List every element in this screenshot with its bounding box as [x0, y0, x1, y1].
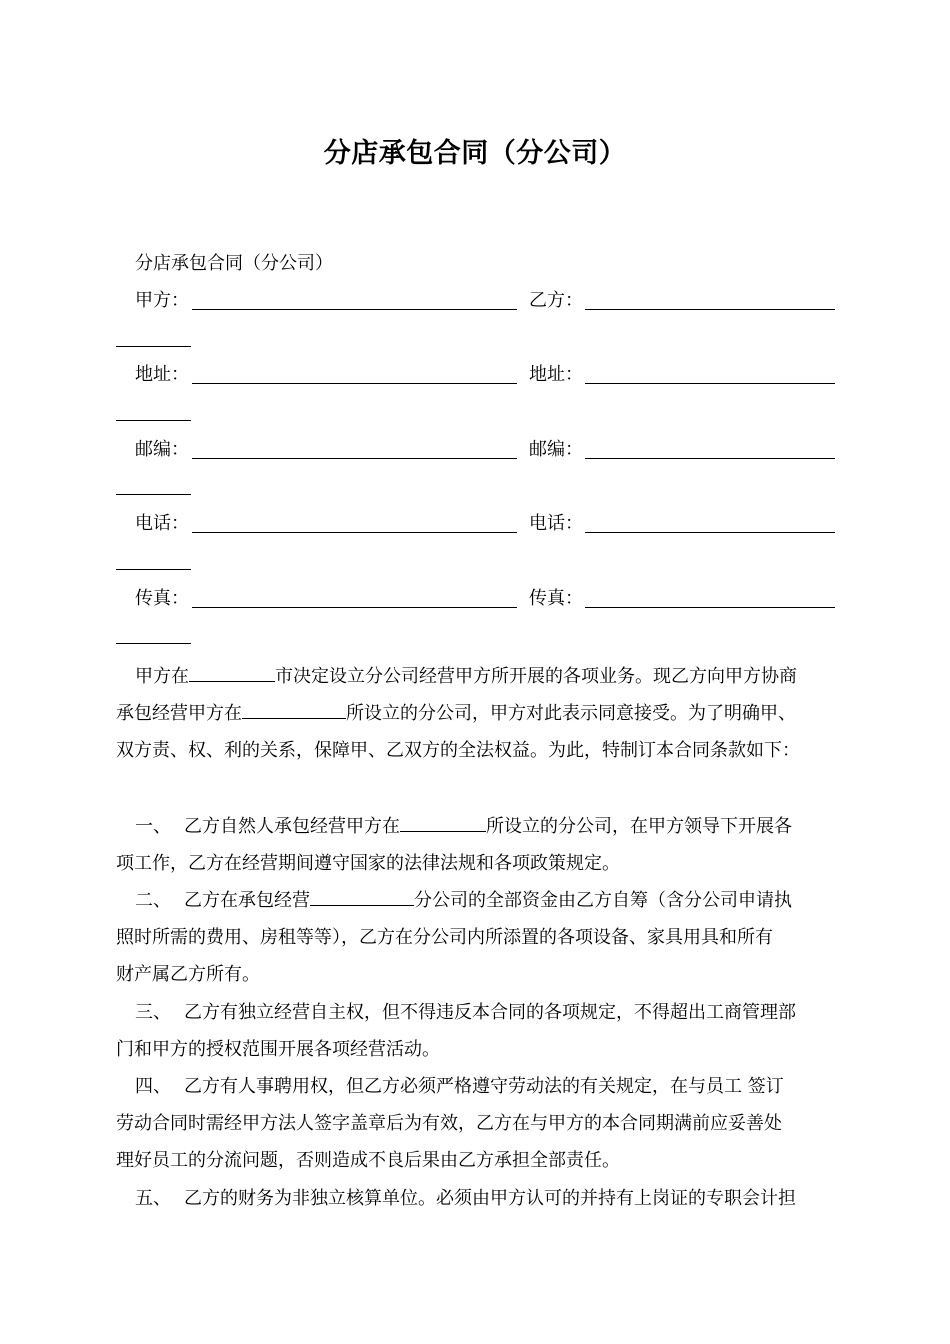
field-label-postcode-b: 邮编： — [529, 439, 583, 460]
clause-number: 二、 — [135, 890, 171, 911]
field-label-postcode-a: 邮编： — [135, 439, 189, 460]
clause-number: 三、 — [135, 1002, 171, 1023]
field-label-party-a: 甲方： — [135, 290, 189, 311]
intro-line: 甲方在 市决定设立分公司经营甲方所开展的各项业务。现乙方向甲方协商 — [135, 666, 797, 687]
field-label-address-a: 地址： — [135, 364, 189, 385]
clause-line: 门和甲方的授权范围开展各项经营活动。 — [116, 1039, 440, 1060]
fill-in-blank[interactable] — [310, 889, 414, 906]
fill-in-blank[interactable] — [585, 383, 835, 384]
intro-line: 承包经营甲方在 所设立的分公司，甲方对此表示同意接受。为了明确甲、 — [116, 703, 796, 724]
fill-in-blank[interactable] — [192, 309, 517, 310]
clause-line: 财产属乙方所有。 — [116, 964, 260, 985]
fill-in-blank[interactable] — [585, 607, 835, 608]
fill-in-blank[interactable] — [192, 532, 517, 533]
fill-in-blank-continuation[interactable] — [116, 346, 191, 347]
fill-in-blank-continuation[interactable] — [116, 420, 191, 421]
fill-in-blank-continuation[interactable] — [116, 643, 191, 644]
clause-line: 乙方在承包经营 分公司的全部资金由乙方自筹（含分公司申请执 — [184, 890, 792, 911]
field-label-party-b: 乙方： — [529, 290, 583, 311]
clause-line: 乙方自然人承包经营甲方在 所设立的分公司，在甲方领导下开展各 — [184, 816, 792, 837]
fill-in-blank[interactable] — [192, 607, 517, 608]
clause-line: 劳动合同时需经甲方法人签字盖章后为有效，乙方在与甲方的本合同期满前应妥善处 — [116, 1113, 782, 1134]
fill-in-blank[interactable] — [585, 458, 835, 459]
field-label-phone-b: 电话： — [529, 513, 583, 534]
clause-number: 四、 — [135, 1076, 171, 1097]
field-label-fax-a: 传真： — [135, 588, 189, 609]
document-subtitle: 分店承包合同（分公司） — [135, 253, 333, 274]
fill-in-blank-continuation[interactable] — [116, 494, 191, 495]
fill-in-blank[interactable] — [585, 532, 835, 533]
clause-line: 乙方有独立经营自主权，但不得违反本合同的各项规定，不得超出工商管理部 — [184, 1002, 796, 1023]
clause-number: 一、 — [135, 816, 171, 837]
fill-in-blank[interactable] — [585, 309, 835, 310]
field-label-phone-a: 电话： — [135, 513, 189, 534]
clause-line: 乙方的财务为非独立核算单位。必须由甲方认可的并持有上岗证的专职会计担 — [184, 1188, 796, 1209]
fill-in-blank-continuation[interactable] — [116, 569, 191, 570]
intro-line: 双方责、权、利的关系，保障甲、乙双方的全法权益。为此，特制订本合同条款如下： — [116, 740, 800, 761]
fill-in-blank[interactable] — [242, 702, 346, 719]
clause-line: 乙方有人事聘用权，但乙方必须严格遵守劳动法的有关规定，在与员工 签订 — [184, 1076, 784, 1097]
clause-line: 理好员工的分流问题，否则造成不良后果由乙方承担全部责任。 — [116, 1150, 620, 1171]
fill-in-blank[interactable] — [192, 383, 517, 384]
fill-in-blank[interactable] — [400, 815, 486, 832]
fill-in-blank[interactable] — [192, 458, 517, 459]
clause-line: 照时所需的费用、房租等等），乙方在分公司内所添置的各项设备、家具用具和所有 — [116, 927, 773, 948]
clause-line: 项工作，乙方在经营期间遵守国家的法律法规和各项政策规定。 — [116, 853, 620, 874]
field-label-fax-b: 传真： — [529, 588, 583, 609]
field-label-address-b: 地址： — [529, 364, 583, 385]
document-title: 分店承包合同（分公司） — [323, 138, 627, 169]
fill-in-blank[interactable] — [189, 665, 275, 682]
clause-number: 五、 — [135, 1188, 171, 1209]
